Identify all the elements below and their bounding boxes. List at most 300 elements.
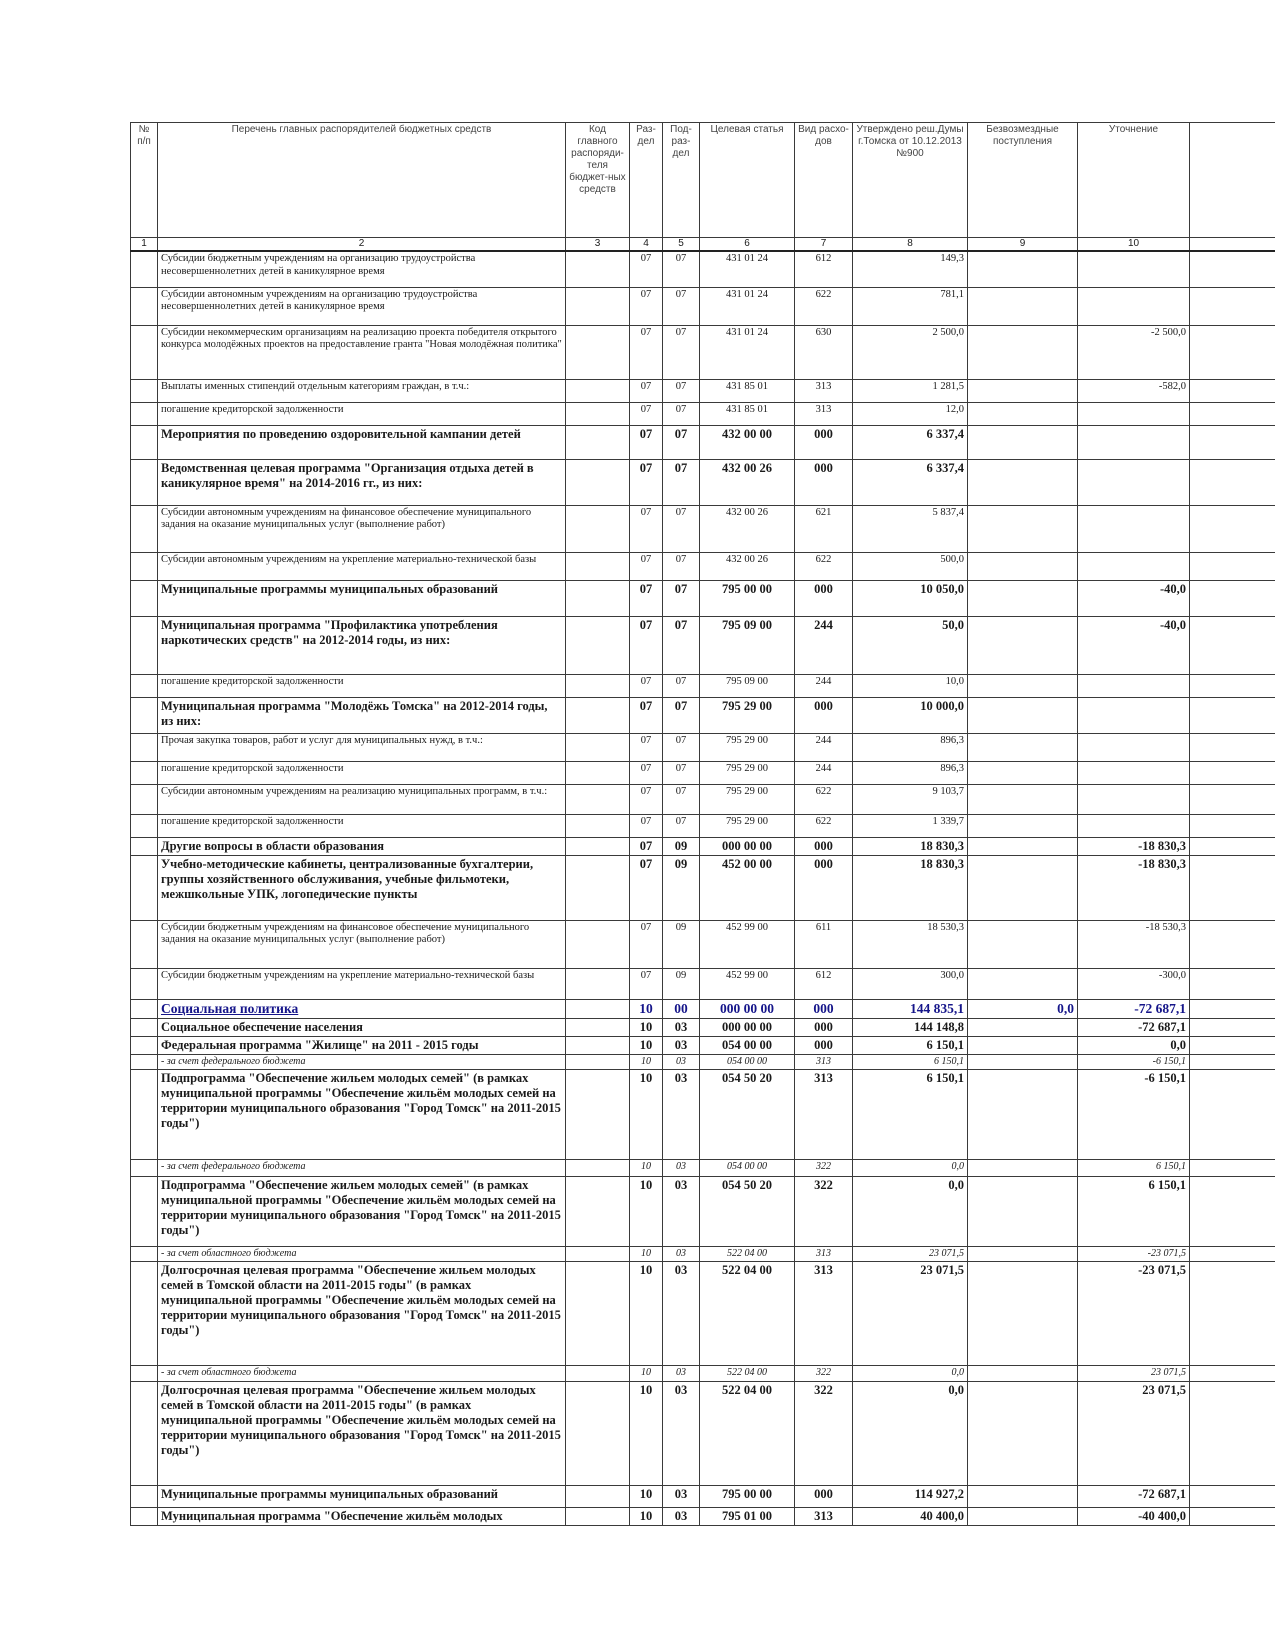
row-utverzhdeno: 18 830,3 [853,837,968,855]
row-extra-cell [1190,1069,1275,1159]
table-row [131,733,1275,761]
row-statya: 522 04 00 [700,1381,795,1485]
row-code-cell [566,814,630,837]
row-extra-cell [1190,999,1275,1018]
row-number-cell [131,1365,158,1381]
row-utverzhdeno: 18 830,3 [853,855,968,920]
row-statya: 000 00 00 [700,1018,795,1036]
col-header-name: Перечень главных распорядителей бюджетных средств [158,123,566,238]
row-name: Социальная политика [158,999,566,1018]
row-statya: 795 29 00 [700,697,795,733]
row-name: Прочая закупка товаров, работ и услуг для муниципальных нужд, в т.ч.: [158,733,566,761]
row-code-cell [566,1507,630,1525]
row-utochnenie: 6 150,1 [1078,1159,1190,1176]
col-number: 7 [795,238,853,252]
row-razdel: 10 [630,1054,663,1069]
row-utverzhdeno: 0,0 [853,1159,968,1176]
row-name: Подпрограмма "Обеспечение жильем молодых семей" (в рамках муниципальной программы "Обеспечение жильём молодых семей на территории муниципального образования "Город Томск" на 2011-2015 годы") [158,1176,566,1246]
row-bezvozmezdnye [968,251,1078,287]
row-statya: 795 00 00 [700,580,795,616]
row-number-cell [131,1381,158,1485]
row-vid: 000 [795,855,853,920]
row-statya: 054 50 20 [700,1176,795,1246]
row-name: - за счет федерального бюджета [158,1159,566,1176]
row-statya: 054 00 00 [700,1036,795,1054]
table-row [131,999,1275,1018]
row-razdel: 07 [630,837,663,855]
row-podrazdel: 07 [663,552,700,580]
row-podrazdel: 03 [663,1069,700,1159]
row-extra-cell [1190,1176,1275,1246]
row-razdel: 07 [630,402,663,425]
row-vid: 622 [795,287,853,325]
row-extra-cell [1190,761,1275,784]
row-extra-cell [1190,1365,1275,1381]
row-razdel: 10 [630,1159,663,1176]
row-utverzhdeno: 10 000,0 [853,697,968,733]
row-razdel: 07 [630,814,663,837]
row-bezvozmezdnye [968,697,1078,733]
row-extra-cell [1190,674,1275,697]
row-vid: 621 [795,505,853,552]
row-vid: 000 [795,1036,853,1054]
row-utochnenie [1078,287,1190,325]
row-utochnenie [1078,459,1190,505]
row-podrazdel: 03 [663,1159,700,1176]
row-razdel: 10 [630,1069,663,1159]
row-code-cell [566,1069,630,1159]
row-number-cell [131,837,158,855]
row-utochnenie [1078,402,1190,425]
row-code-cell [566,837,630,855]
row-bezvozmezdnye [968,837,1078,855]
row-razdel: 07 [630,697,663,733]
row-utochnenie [1078,505,1190,552]
row-name: Субсидии бюджетным учреждениям на организацию трудоустройства несовершеннолетних детей в каникулярное время [158,251,566,287]
row-extra-cell [1190,459,1275,505]
row-razdel: 10 [630,1261,663,1365]
row-bezvozmezdnye [968,1018,1078,1036]
table-row [131,552,1275,580]
row-number-cell [131,1507,158,1525]
row-bezvozmezdnye [968,616,1078,674]
row-utverzhdeno: 144 148,8 [853,1018,968,1036]
row-code-cell [566,402,630,425]
row-utverzhdeno: 500,0 [853,552,968,580]
row-vid: 313 [795,1069,853,1159]
column-number-row [131,238,1275,252]
row-number-cell [131,1018,158,1036]
row-statya: 795 00 00 [700,1485,795,1507]
row-number-cell [131,580,158,616]
row-utochnenie: -18 830,3 [1078,855,1190,920]
row-utochnenie: -72 687,1 [1078,999,1190,1018]
row-bezvozmezdnye [968,1485,1078,1507]
row-podrazdel: 03 [663,1176,700,1246]
row-number-cell [131,1176,158,1246]
row-code-cell [566,855,630,920]
row-podrazdel: 07 [663,505,700,552]
row-vid: 611 [795,920,853,968]
table-row [131,325,1275,379]
col-number: 10 [1078,238,1190,252]
row-code-cell [566,325,630,379]
row-name: Другие вопросы в области образования [158,837,566,855]
row-statya: 000 00 00 [700,837,795,855]
row-number-cell [131,616,158,674]
row-utochnenie [1078,674,1190,697]
row-utochnenie: -18 830,3 [1078,837,1190,855]
row-utochnenie: -40,0 [1078,616,1190,674]
row-statya: 432 00 00 [700,425,795,459]
row-podrazdel: 03 [663,1036,700,1054]
row-code-cell [566,459,630,505]
row-code-cell [566,1485,630,1507]
row-name: Муниципальная программа "Обеспечение жильём молодых [158,1507,566,1525]
table-row [131,814,1275,837]
col-header-utverzhdeno: Утверждено реш.Думы г.Томска от 10.12.2013 №900 [853,123,968,238]
row-extra-cell [1190,580,1275,616]
row-number-cell [131,251,158,287]
row-name: погашение кредиторской задолженности [158,402,566,425]
row-statya: 795 29 00 [700,733,795,761]
row-utverzhdeno: 6 150,1 [853,1036,968,1054]
row-extra-cell [1190,968,1275,999]
row-utverzhdeno: 6 337,4 [853,425,968,459]
col-header-razdel: Раз-дел [630,123,663,238]
row-podrazdel: 03 [663,1246,700,1261]
row-bezvozmezdnye [968,1159,1078,1176]
row-utochnenie: -23 071,5 [1078,1246,1190,1261]
col-header-bezvozmezdnye: Безвозмездные поступления [968,123,1078,238]
col-number-extra [1190,238,1275,252]
row-number-cell [131,761,158,784]
row-extra-cell [1190,616,1275,674]
row-bezvozmezdnye [968,505,1078,552]
row-vid: 000 [795,425,853,459]
row-bezvozmezdnye [968,1365,1078,1381]
row-bezvozmezdnye [968,733,1078,761]
row-utverzhdeno: 18 530,3 [853,920,968,968]
row-vid: 000 [795,459,853,505]
row-bezvozmezdnye: 0,0 [968,999,1078,1018]
row-vid: 612 [795,968,853,999]
row-extra-cell [1190,697,1275,733]
row-podrazdel: 07 [663,674,700,697]
row-utochnenie [1078,425,1190,459]
row-extra-cell [1190,325,1275,379]
col-number: 1 [131,238,158,252]
row-number-cell [131,425,158,459]
row-bezvozmezdnye [968,855,1078,920]
row-vid: 622 [795,814,853,837]
row-extra-cell [1190,837,1275,855]
col-header-number: № п/п [131,123,158,238]
row-code-cell [566,287,630,325]
row-statya: 431 01 24 [700,325,795,379]
row-utochnenie: 6 150,1 [1078,1176,1190,1246]
row-number-cell [131,1246,158,1261]
row-utochnenie: -72 687,1 [1078,1485,1190,1507]
row-vid: 313 [795,379,853,402]
row-code-cell [566,1365,630,1381]
row-razdel: 10 [630,1507,663,1525]
row-bezvozmezdnye [968,287,1078,325]
row-statya: 452 99 00 [700,968,795,999]
row-number-cell [131,968,158,999]
row-statya: 795 29 00 [700,784,795,814]
row-podrazdel: 07 [663,379,700,402]
row-utochnenie: 0,0 [1078,1036,1190,1054]
row-utverzhdeno: 23 071,5 [853,1246,968,1261]
row-name: Мероприятия по проведению оздоровительной кампании детей [158,425,566,459]
row-utochnenie [1078,733,1190,761]
row-vid: 313 [795,1261,853,1365]
row-name: погашение кредиторской задолженности [158,761,566,784]
row-bezvozmezdnye [968,1069,1078,1159]
row-razdel: 07 [630,287,663,325]
row-code-cell [566,1261,630,1365]
row-razdel: 07 [630,552,663,580]
row-number-cell [131,697,158,733]
row-code-cell [566,1159,630,1176]
row-name: Субсидии автономным учреждениям на финансовое обеспечение муниципального задания на оказание муниципальных услуг (выполнение работ) [158,505,566,552]
row-razdel: 07 [630,761,663,784]
row-bezvozmezdnye [968,325,1078,379]
table-row [131,674,1275,697]
row-extra-cell [1190,1159,1275,1176]
row-extra-cell [1190,1018,1275,1036]
col-header-vid: Вид расхо-дов [795,123,853,238]
row-utverzhdeno: 0,0 [853,1365,968,1381]
row-podrazdel: 07 [663,616,700,674]
row-utverzhdeno: 149,3 [853,251,968,287]
row-podrazdel: 07 [663,580,700,616]
row-podrazdel: 03 [663,1381,700,1485]
col-number: 3 [566,238,630,252]
row-extra-cell [1190,784,1275,814]
row-extra-cell [1190,287,1275,325]
row-utverzhdeno: 0,0 [853,1381,968,1485]
row-utochnenie [1078,784,1190,814]
table-row [131,761,1275,784]
row-name: погашение кредиторской задолженности [158,814,566,837]
row-statya: 522 04 00 [700,1261,795,1365]
col-number: 2 [158,238,566,252]
row-utochnenie: 23 071,5 [1078,1381,1190,1485]
row-vid: 622 [795,552,853,580]
row-razdel: 10 [630,1018,663,1036]
row-razdel: 07 [630,459,663,505]
row-utochnenie [1078,697,1190,733]
row-utochnenie [1078,814,1190,837]
row-statya: 795 09 00 [700,674,795,697]
row-vid: 313 [795,1054,853,1069]
col-header-utochnenie: Уточнение [1078,123,1190,238]
row-utverzhdeno: 50,0 [853,616,968,674]
table-row [131,1159,1275,1176]
row-utochnenie [1078,761,1190,784]
row-name: - за счет областного бюджета [158,1365,566,1381]
row-bezvozmezdnye [968,920,1078,968]
row-utverzhdeno: 10 050,0 [853,580,968,616]
row-statya: 522 04 00 [700,1365,795,1381]
row-code-cell [566,999,630,1018]
row-code-cell [566,968,630,999]
table-row [131,855,1275,920]
row-code-cell [566,1176,630,1246]
table-row [131,1069,1275,1159]
row-extra-cell [1190,855,1275,920]
row-utverzhdeno: 6 337,4 [853,459,968,505]
table-row [131,459,1275,505]
row-razdel: 10 [630,999,663,1018]
row-bezvozmezdnye [968,1261,1078,1365]
row-extra-cell [1190,552,1275,580]
row-bezvozmezdnye [968,1507,1078,1525]
row-statya: 000 00 00 [700,999,795,1018]
table-row [131,580,1275,616]
row-code-cell [566,251,630,287]
row-name: Ведомственная целевая программа "Организация отдыха детей в каникулярное время" на 2014-2016 гг., из них: [158,459,566,505]
table-row [131,920,1275,968]
row-vid: 322 [795,1381,853,1485]
row-code-cell [566,784,630,814]
row-razdel: 07 [630,674,663,697]
row-razdel: 10 [630,1036,663,1054]
row-vid: 313 [795,1246,853,1261]
row-utverzhdeno: 114 927,2 [853,1485,968,1507]
row-utochnenie: -40 400,0 [1078,1507,1190,1525]
table-row [131,616,1275,674]
row-utochnenie: -300,0 [1078,968,1190,999]
table-row [131,1036,1275,1054]
row-number-cell [131,855,158,920]
row-number-cell [131,287,158,325]
col-header-podrazdel: Под-раз-дел [663,123,700,238]
row-razdel: 10 [630,1381,663,1485]
row-vid: 612 [795,251,853,287]
table-row [131,1054,1275,1069]
row-utochnenie [1078,251,1190,287]
row-podrazdel: 03 [663,1054,700,1069]
table-row [131,784,1275,814]
row-bezvozmezdnye [968,674,1078,697]
row-utochnenie [1078,552,1190,580]
row-name: - за счет федерального бюджета [158,1054,566,1069]
row-utverzhdeno: 23 071,5 [853,1261,968,1365]
row-podrazdel: 07 [663,784,700,814]
header-row [131,123,1275,238]
row-number-cell [131,1159,158,1176]
row-razdel: 10 [630,1246,663,1261]
row-vid: 630 [795,325,853,379]
row-code-cell [566,1018,630,1036]
row-podrazdel: 09 [663,855,700,920]
row-code-cell [566,425,630,459]
row-extra-cell [1190,379,1275,402]
table-row [131,697,1275,733]
col-header-statya: Целевая статья [700,123,795,238]
row-podrazdel: 07 [663,733,700,761]
row-utverzhdeno: 1 281,5 [853,379,968,402]
row-name: Социальное обеспечение населения [158,1018,566,1036]
row-code-cell [566,505,630,552]
row-number-cell [131,459,158,505]
row-number-cell [131,920,158,968]
row-number-cell [131,674,158,697]
row-statya: 054 50 20 [700,1069,795,1159]
row-vid: 244 [795,761,853,784]
row-number-cell [131,733,158,761]
row-utochnenie: -23 071,5 [1078,1261,1190,1365]
row-code-cell [566,580,630,616]
table-row [131,1018,1275,1036]
row-code-cell [566,674,630,697]
row-name: Выплаты именных стипендий отдельным категориям граждан, в т.ч.: [158,379,566,402]
row-podrazdel: 09 [663,837,700,855]
row-extra-cell [1190,425,1275,459]
row-podrazdel: 03 [663,1365,700,1381]
row-number-cell [131,1069,158,1159]
row-bezvozmezdnye [968,425,1078,459]
row-vid: 322 [795,1159,853,1176]
col-number: 9 [968,238,1078,252]
row-razdel: 07 [630,968,663,999]
row-bezvozmezdnye [968,814,1078,837]
row-name: Долгосрочная целевая программа "Обеспечение жильем молодых семей в Томской области на 2011-2015 годы" (в рамках муниципальной программы "Обеспечение жильём молодых семей на территории муниципального образования "Город Томск" на 2011-2015 годы") [158,1261,566,1365]
row-bezvozmezdnye [968,1054,1078,1069]
row-vid: 622 [795,784,853,814]
row-name: Муниципальные программы муниципальных образований [158,1485,566,1507]
row-utverzhdeno: 300,0 [853,968,968,999]
row-bezvozmezdnye [968,761,1078,784]
row-bezvozmezdnye [968,1176,1078,1246]
row-code-cell [566,1246,630,1261]
row-razdel: 07 [630,784,663,814]
row-statya: 522 04 00 [700,1246,795,1261]
row-razdel: 07 [630,505,663,552]
row-extra-cell [1190,1261,1275,1365]
row-extra-cell [1190,920,1275,968]
row-number-cell [131,402,158,425]
row-name: Субсидии автономным учреждениям на организацию трудоустройства несовершеннолетних детей в каникулярное время [158,287,566,325]
row-podrazdel: 03 [663,1507,700,1525]
row-podrazdel: 07 [663,325,700,379]
row-statya: 795 29 00 [700,761,795,784]
col-number: 5 [663,238,700,252]
table-row [131,1365,1275,1381]
row-razdel: 07 [630,425,663,459]
row-name: Муниципальная программа "Молодёжь Томска" на 2012-2014 годы, из них: [158,697,566,733]
row-utverzhdeno: 896,3 [853,733,968,761]
row-vid: 244 [795,616,853,674]
row-utverzhdeno: 10,0 [853,674,968,697]
row-utochnenie: -18 530,3 [1078,920,1190,968]
row-statya: 795 01 00 [700,1507,795,1525]
row-name: Субсидии бюджетным учреждениям на финансовое обеспечение муниципального задания на оказание муниципальных услуг (выполнение работ) [158,920,566,968]
row-statya: 795 09 00 [700,616,795,674]
table-row [131,379,1275,402]
row-utverzhdeno: 2 500,0 [853,325,968,379]
row-number-cell [131,1485,158,1507]
row-vid: 322 [795,1365,853,1381]
row-code-cell [566,697,630,733]
row-utochnenie: -40,0 [1078,580,1190,616]
row-utverzhdeno: 40 400,0 [853,1507,968,1525]
row-podrazdel: 00 [663,999,700,1018]
col-header-extra [1190,123,1275,238]
